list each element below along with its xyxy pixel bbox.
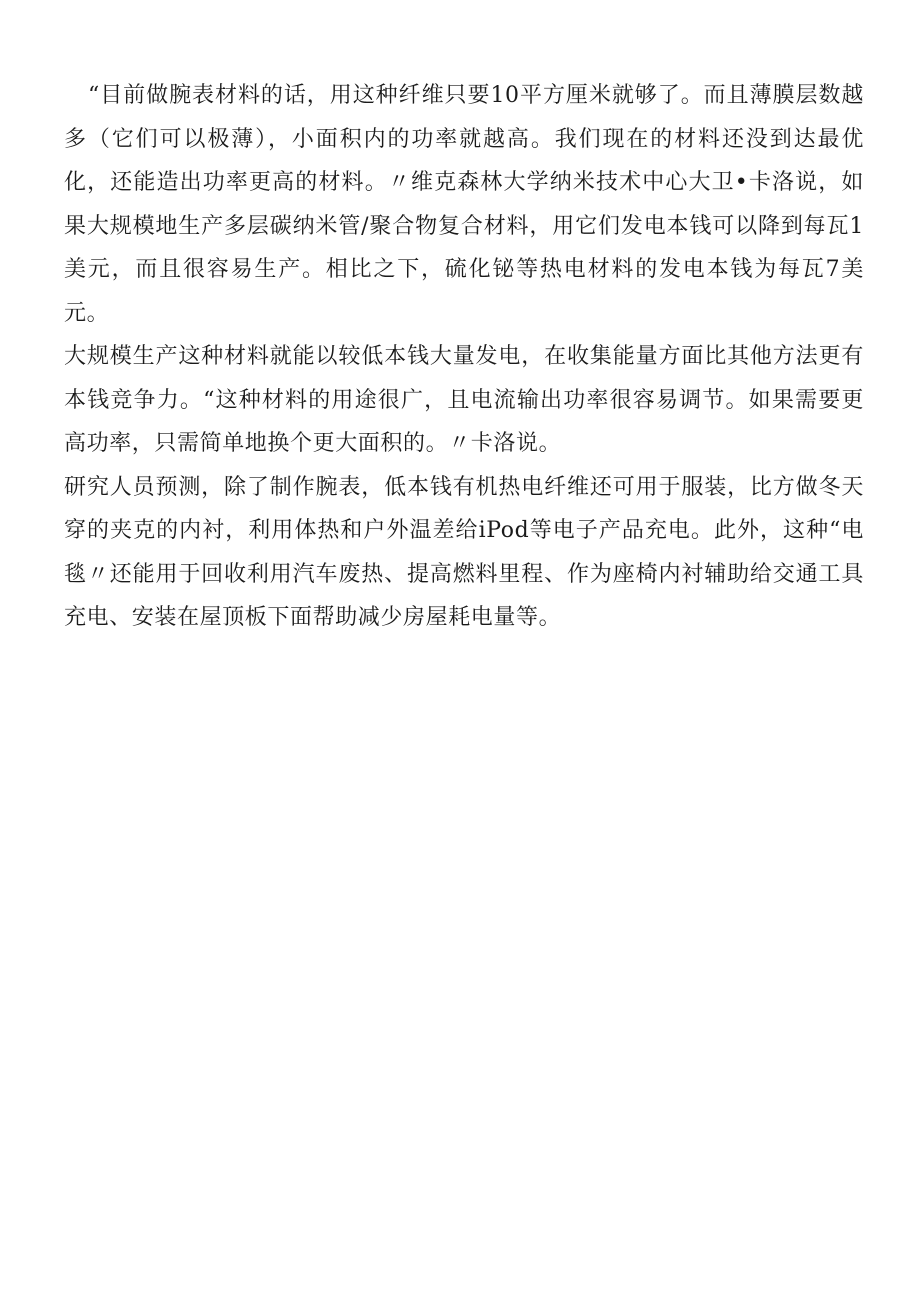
document-page xyxy=(64,74,864,640)
paragraph-2: 大规模生产这种材料就能以较低本钱大量发电，在收集能量方面比其他方法更有本钱竞争力。“这种材料的用途很广，且电流输出功率很容易调节。如果需要更高功率，只需简单地换个更大面积的。〃卡洛说。 xyxy=(64,344,864,456)
paragraph-3: 研究人员预测，除了制作腕表，低本钱有机热电纤维还可用于服装，比方做冬天穿的夹克的内衬，利用体热和户外温差给iPod等电子产品充电。此外，这种“电毯〃还能用于回收利用汽车废热、提高燃料里程、作为座椅内衬辅助给交通工具充电、安装在屋顶板下面帮助减少房屋耗电量等。 xyxy=(64,474,864,630)
paragraph-1: “目前做腕表材料的话，用这种纤维只要10平方厘米就够了。而且薄膜层数越多（它们可以极薄），小面积内的功率就越高。我们现在的材料还没到达最优化，还能造出功率更高的材料。〃维克森林大学纳米技术中心大卫•卡洛说，如果大规模地生产多层碳纳米管/聚合物复合材料，用它们发电本钱可以降到每瓦1美元，而且很容易生产。相比之下，硫化铋等热电材料的发电本钱为每瓦7美元。 xyxy=(64,83,864,326)
